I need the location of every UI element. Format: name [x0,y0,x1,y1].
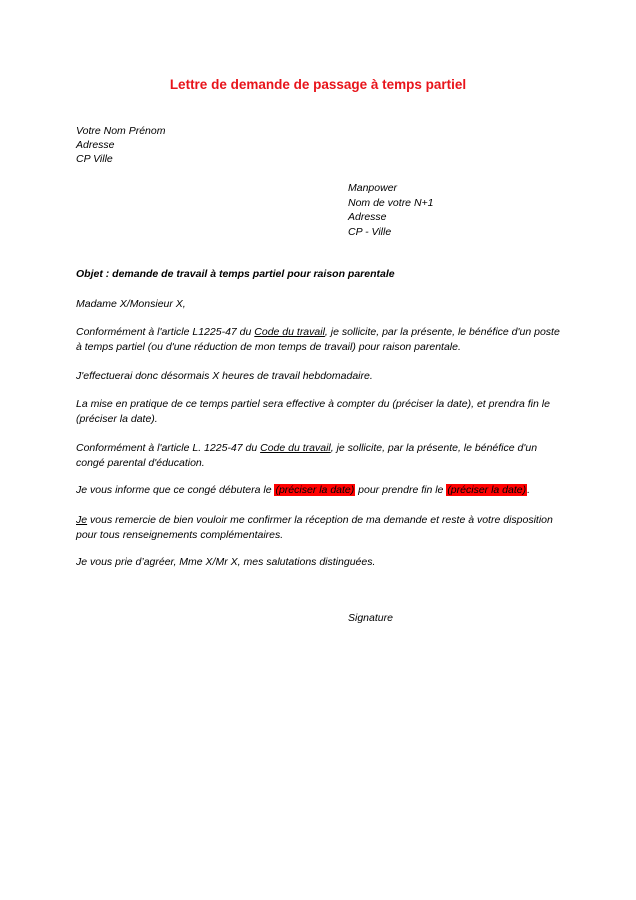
paragraph-thanks [76,513,566,543]
paragraph-text: Je vous informe que ce congé débutera le [76,484,275,496]
paragraph-text: Conformément à l'article L1225-47 du [76,326,255,338]
paragraph-weekly-hours: J'effectuerai donc désormais X heures de travail hebdomadaire. [76,370,373,382]
recipient-city: CP - Ville [348,225,392,238]
paragraph-text: . [527,484,531,496]
highlighted-end-date-placeholder: (préciser la date) [447,484,527,496]
paragraph-text: , je sollicite, par la présente, le bénéfice d'un congé parental d'éducation. [76,442,538,469]
paragraph-text: vous remercie de bien vouloir me confirmer la réception de ma demande et reste à votre disposition pour tous renseignements complémentaires. [76,514,553,541]
code-du-travail-link[interactable]: Code du travail [254,326,325,338]
recipient-manager: Nom de votre N+1 [348,196,434,209]
paragraph-text: Conformément à l'article L. 1225-47 du [76,442,261,454]
sender-name: Votre Nom Prénom [76,125,166,137]
sender-block [76,124,165,166]
paragraph-parental-leave [76,441,566,471]
sender-address: Adresse [76,139,115,151]
recipient-block [348,181,434,239]
letter-salutation: Madame X/Monsieur X, [76,298,186,310]
highlighted-start-date-placeholder: (préciser la date) [275,484,355,496]
signature-label: Signature [348,612,393,624]
letter-title: Lettre de demande de passage à temps partiel [169,77,467,92]
letter-subject: Objet : demande de travail à temps partiel pour raison parentale [76,268,395,280]
paragraph-closing: Je vous prie d’agréer, Mme X/Mr X, mes salutations distinguées. [76,556,376,568]
paragraph-leave-dates [76,483,566,498]
paragraph-article-request [76,325,566,355]
code-du-travail-link[interactable]: Code du travail [260,442,331,454]
paragraph-text: pour prendre fin le [355,484,447,496]
paragraph-text: , je sollicite, par la présente, le bénéfice d'un poste à temps partiel (ou d'une réduction de mon temps de travail) pour raison parentale. [76,326,560,353]
recipient-address: Adresse [348,211,387,223]
sender-city: CP Ville [76,153,113,165]
underlined-word: Je [76,514,88,526]
recipient-company: Manpower [348,182,398,194]
paragraph-effective-dates: La mise en pratique de ce temps partiel sera effective à compter du (préciser la date), et prendra fin le (préciser la date). [76,398,550,425]
